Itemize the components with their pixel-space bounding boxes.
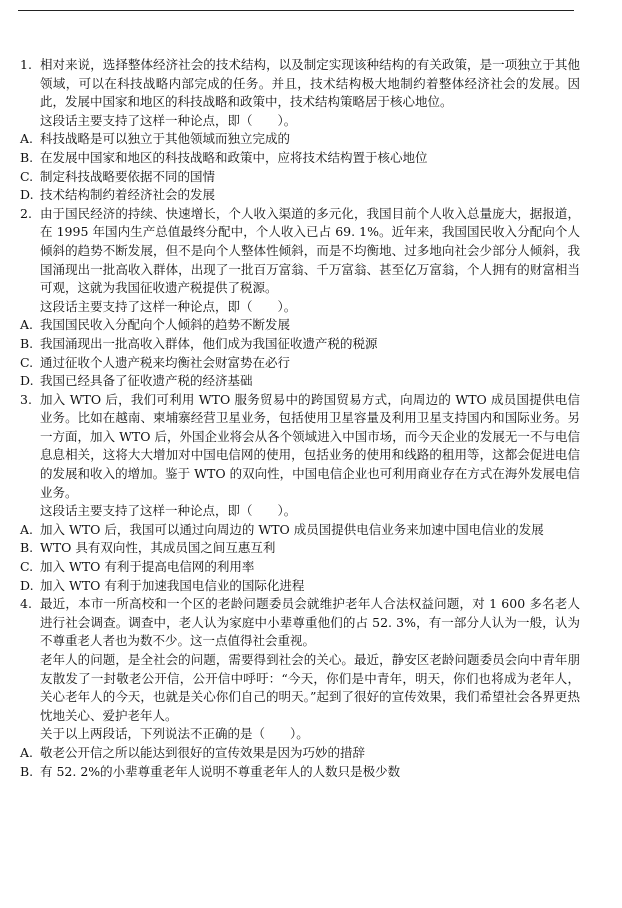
answer-option bbox=[20, 521, 580, 540]
option-text: 通过征收个人遗产税来均衡社会财富势在必行 bbox=[40, 354, 291, 370]
option-text: 加入 WTO 后，我国可以通过向周边的 WTO 成员国提供电信业务来加速中国电信业的发展 bbox=[40, 521, 544, 537]
question-2 bbox=[20, 205, 580, 391]
option-text: 技术结构制约着经济社会的发展 bbox=[40, 187, 216, 203]
answer-option bbox=[20, 335, 580, 354]
question-prompt: 这段话主要支持了这样一种论点，即（ ）。 bbox=[40, 503, 297, 519]
option-text: 制定科技战略要依据不同的国情 bbox=[40, 168, 216, 184]
question-4 bbox=[20, 595, 580, 781]
option-letter: C. bbox=[20, 354, 34, 370]
option-text: 我国涌现出一批高收入群体，他们成为我国征收遗产税的税源 bbox=[40, 335, 378, 351]
question-3 bbox=[20, 391, 580, 596]
question-stem-paragraph: 相对来说，选择整体经济社会的技术结构，以及制定实现该种结构的有关政策，是一项独立于其他领域，可以在科技战略内部完成的任务。并且，技术结构极大地制约着整体经济社会的发展。因此，发展中国家和地区的科技战略和政策中，技术结构策略居于核心地位。 bbox=[40, 57, 580, 110]
option-text: 在发展中国家和地区的科技战略和政策中，应将技术结构置于核心地位 bbox=[40, 149, 428, 165]
question-stem-paragraph: 由于国民经济的持续、快速增长，个人收入渠道的多元化，我国目前个人收入总量庞大，据报道，在 1995 年国内生产总值最终分配中，个人收入已占 69. 1%。近年来，我国国民收入分配向个人倾斜的趋势不断发展，但不是向个人整体性倾斜，而是不均衡地、过多地向社会少部分人倾斜，我国涌现出一批高收入群体，出现了一批百万富翁、千万富翁、甚至亿万富翁，个人拥有的财富相当可观，这就为我国征收遗产税提供了税源。 bbox=[40, 205, 580, 296]
option-letter: A. bbox=[20, 744, 34, 760]
question-1 bbox=[20, 56, 580, 205]
answer-option bbox=[20, 316, 580, 335]
option-letter: D. bbox=[20, 187, 34, 203]
question-prompt: 这段话主要支持了这样一种论点，即（ ）。 bbox=[40, 298, 297, 314]
answer-option bbox=[20, 186, 580, 205]
answer-options bbox=[20, 130, 580, 204]
option-letter: B. bbox=[20, 540, 34, 556]
option-letter: B. bbox=[20, 149, 34, 165]
option-letter: A. bbox=[20, 317, 34, 333]
answer-options bbox=[20, 316, 580, 390]
option-text: 科技战略是可以独立于其他领域而独立完成的 bbox=[40, 131, 291, 147]
option-letter: C. bbox=[20, 559, 34, 575]
question-number: 3. bbox=[20, 391, 32, 407]
top-rule bbox=[18, 10, 574, 11]
question-number: 2. bbox=[20, 205, 32, 221]
question-list bbox=[20, 56, 580, 781]
answer-option bbox=[20, 372, 580, 391]
answer-option bbox=[20, 149, 580, 168]
option-letter: A. bbox=[20, 131, 34, 147]
option-text: 我国已经具备了征收遗产税的经济基础 bbox=[40, 373, 253, 389]
option-text: 敬老公开信之所以能达到很好的宣传效果是因为巧妙的措辞 bbox=[40, 744, 366, 760]
option-text: WTO 具有双向性，其成员国之间互惠互利 bbox=[40, 540, 276, 556]
answer-options bbox=[20, 521, 580, 595]
question-stem-paragraph: 最近，本市一所高校和一个区的老龄问题委员会就维护老年人合法权益问题，对 1 600 多名老人进行社会调查。调查中，老人认为家庭中小辈尊重他们的占 52. 3%，有一部分人认为一般，认为不尊重老人者也为数不少。这一点值得社会重视。 bbox=[40, 596, 580, 649]
question-number: 4. bbox=[20, 596, 32, 612]
option-text: 加入 WTO 有利于加速我国电信业的国际化进程 bbox=[40, 577, 305, 593]
answer-option bbox=[20, 577, 580, 596]
question-stem-paragraph: 加入 WTO 后，我们可利用 WTO 服务贸易中的跨国贸易方式，向周边的 WTO 成员国提供电信业务。比如在越南、柬埔寨经营卫星业务，包括使用卫星容量及利用卫星支持国内和国际业务。另一方面，加入 WTO 后，外国企业将会从各个领域进入中国市场，而今天企业的发展无一不与电信息息相关，这将大大增加对中国电信网的使用，包括业务的使用和线路的租用等，这都会促进电信的发展和收入的增加。鉴于 WTO 的双向性，中国电信企业也可利用商业存在方式在海外发展电信业务。 bbox=[40, 391, 580, 500]
answer-option bbox=[20, 539, 580, 558]
answer-option bbox=[20, 354, 580, 373]
answer-option bbox=[20, 763, 580, 782]
option-letter: B. bbox=[20, 763, 34, 779]
option-letter: C. bbox=[20, 168, 34, 184]
option-letter: D. bbox=[20, 373, 34, 389]
answer-option bbox=[20, 130, 580, 149]
answer-option bbox=[20, 744, 580, 763]
question-prompt: 这段话主要支持了这样一种论点，即（ ）。 bbox=[40, 112, 297, 128]
question-number: 1. bbox=[20, 57, 32, 72]
option-letter: B. bbox=[20, 335, 34, 351]
answer-option bbox=[20, 558, 580, 577]
question-stem-paragraph: 老年人的问题，是全社会的问题，需要得到社会的关心。最近，静安区老龄问题委员会向中青年朋友散发了一封敬老公开信，公开信中呼吁：“今天，你们是中青年，明天，你们也将成为老年人，关心老年人的今天，也就是关心你们自己的明天。”起到了很好的宣传效果，我们希望社会各界更热忱地关心、爱护老年人。 bbox=[40, 652, 580, 723]
option-text: 有 52. 2%的小辈尊重老年人说明不尊重老年人的人数只是极少数 bbox=[40, 763, 401, 779]
option-text: 我国国民收入分配向个人倾斜的趋势不断发展 bbox=[40, 317, 291, 333]
question-prompt: 关于以上两段话，下列说法不正确的是（ ）。 bbox=[40, 726, 309, 742]
option-text: 加入 WTO 有利于提高电信网的利用率 bbox=[40, 559, 255, 575]
option-letter: D. bbox=[20, 577, 34, 593]
option-letter: A. bbox=[20, 521, 34, 537]
answer-option bbox=[20, 168, 580, 187]
answer-options bbox=[20, 744, 580, 781]
